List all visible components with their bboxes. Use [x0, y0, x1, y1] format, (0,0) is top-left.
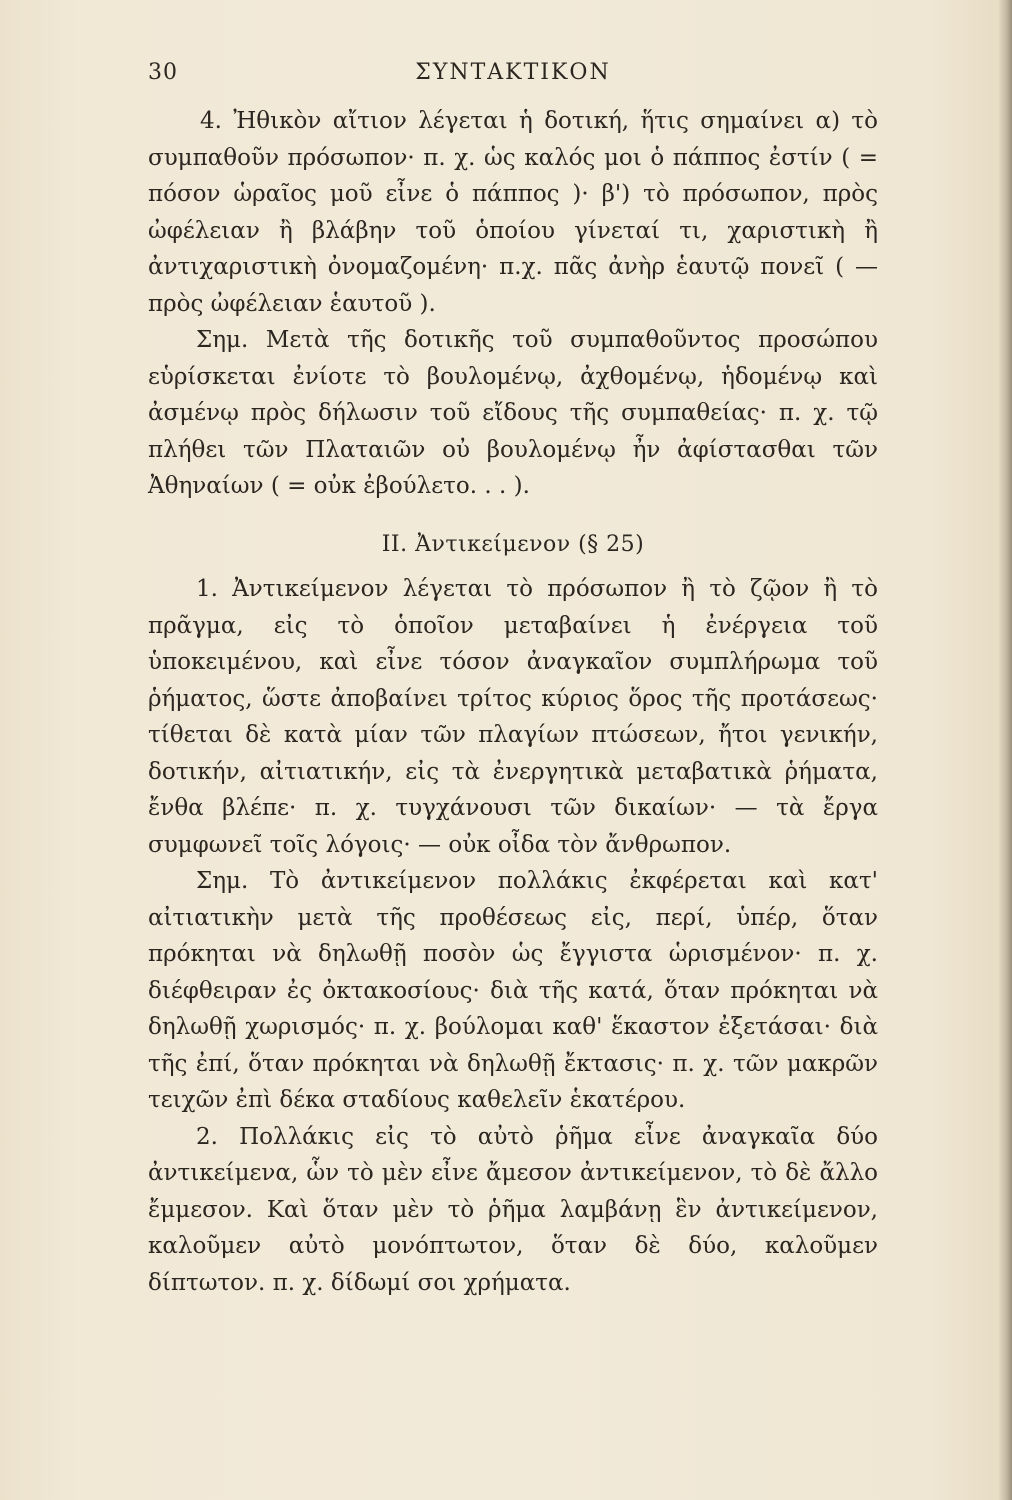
page-number: 30 — [148, 60, 178, 85]
running-title: ΣΥΝΤΑΚΤΙΚΟΝ — [415, 60, 611, 85]
paragraph-double-object: 2. Πολλάκις εἰς τὸ αὐτὸ ῥῆμα εἶνε ἀναγκαῖα δύο ἀντικείμενα, ὧν τὸ μὲν εἶνε ἄμεσον ἀντικείμενον, τὸ δὲ ἄλλο ἔμμεσον. Καὶ ὅταν μὲν τὸ ῥῆμα λαμβάνῃ ἓν ἀντικείμενον, καλοῦμεν αὐτὸ μονόπτωτον, ὅταν δὲ δύο, καλοῦμεν δίπτωτον. π. χ. δίδωμί σοι χρήματα. — [148, 1123, 878, 1296]
paragraph-note-1: Σημ. Μετὰ τῆς δοτικῆς τοῦ συμπαθοῦντος προσώπου εὑρίσκεται ἐνίοτε τὸ βουλομένῳ, ἀχθομένῳ, ἡδομένῳ καὶ ἀσμένῳ πρὸς δήλωσιν τοῦ εἴδους τῆς συμπαθείας· π. χ. τῷ πλήθει τῶν Πλαταιῶν οὐ βουλομένῳ ἦν ἀφίστασθαι τῶν Ἀθηναίων ( = οὐκ ἐβούλετο. . . ). — [148, 327, 878, 499]
paragraph-ethical-dative: 4. Ἠθικὸν αἴτιον λέγεται ἡ δοτική, ἥτις σημαίνει α) τὸ συμπαθοῦν πρόσωπον· π. χ. ὡς καλός μοι ὁ πάππος ἐστίν ( = πόσον ὡραῖος μοῦ εἶνε ὁ πάππος )· β') τὸ πρόσωπον, πρὸς ὠφέλειαν ἢ βλάβην τοῦ ὁποίου γίνεταί τι, χαριστικὴ ἢ ἀντιχαριστικὴ ὀνομαζομένη· π.χ. πᾶς ἀνὴρ ἑαυτῷ πονεῖ ( — πρὸς ὠφέλειαν ἑαυτοῦ ). — [148, 108, 878, 317]
paragraph-note-2: Σημ. Τὸ ἀντικείμενον πολλάκις ἐκφέρεται καὶ κατ' αἰτιατικὴν μετὰ τῆς προθέσεως εἰς, περί, ὑπέρ, ὅταν πρόκηται νὰ δηλωθῇ ποσὸν ὡς ἔγγιστα ὡρισμένον· π. χ. διέφθειραν ἐς ὀκτακοσίους· διὰ τῆς κατά, ὅταν πρόκηται νὰ δηλωθῇ χωρισμός· π. χ. βούλομαι καθ' ἕκαστον ἐξετάσαι· διὰ τῆς ἐπί, ὅταν πρόκηται νὰ δηλωθῇ ἔκτασις· π. χ. τῶν μακρῶν τειχῶν ἐπὶ δέκα σταδίους καθελεῖν ἑκατέρου. — [148, 868, 878, 1113]
page-header — [148, 60, 878, 94]
body-text — [148, 103, 878, 1301]
paragraph-object-definition: 1. Ἀντικείμενον λέγεται τὸ πρόσωπον ἢ τὸ ζῷον ἢ τὸ πρᾶγμα, εἰς τὸ ὁποῖον μεταβαίνει ἡ ἐνέργεια τοῦ ὑποκειμένου, καὶ εἶνε τόσον ἀναγκαῖον συμπλήρωμα τοῦ ῥήματος, ὥστε ἀποβαίνει τρίτος κύριος ὅρος τῆς προτάσεως· τίθεται δὲ κατὰ μίαν τῶν πλαγίων πτώσεων, ἤτοι γενικήν, δοτικήν, αἰτιατικήν, εἰς τὰ ἐνεργητικὰ μεταβατικὰ ῥήματα, ἔνθα βλέπε· π. χ. τυγχάνουσι τῶν δικαίων· — τὰ ἔργα συμφωνεῖ τοῖς λόγοις· — οὐκ οἶδα τὸν ἄνθρωπον. — [148, 576, 878, 858]
section-heading: II. Ἀντικείμενον (§ 25) — [381, 531, 645, 557]
page-edge-shadow — [998, 0, 1012, 1500]
